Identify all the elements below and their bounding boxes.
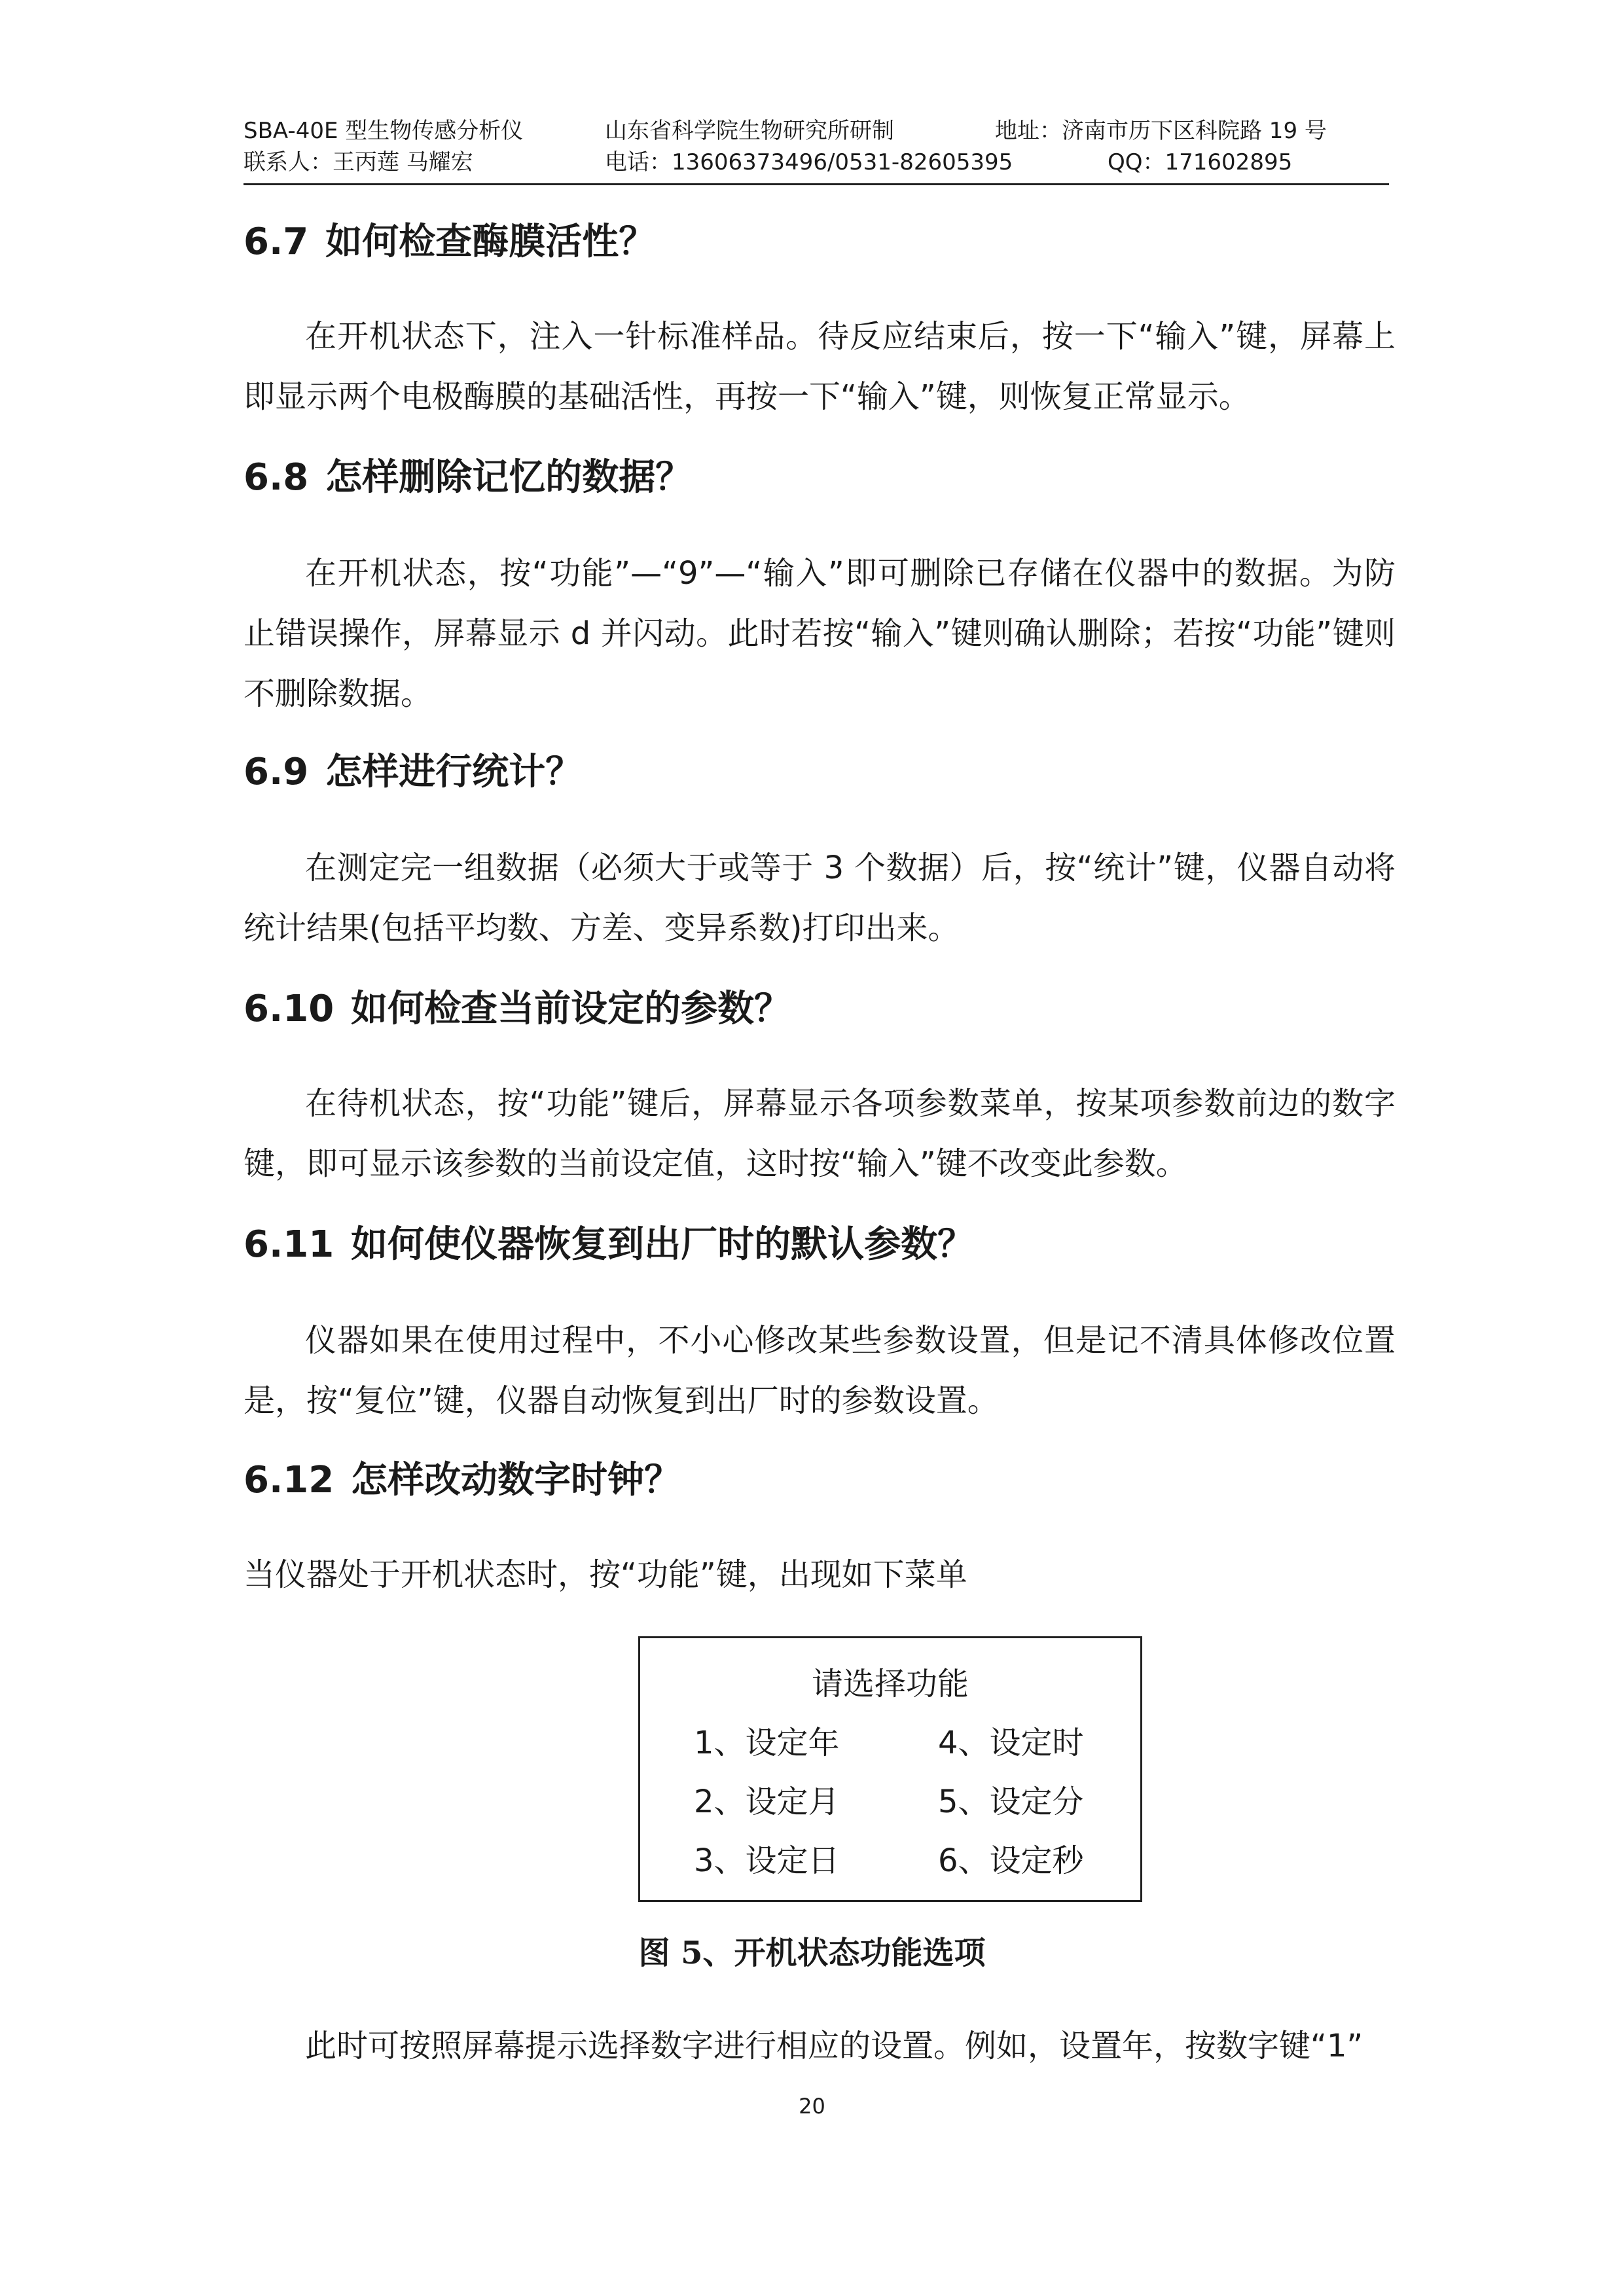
section-paragraph: 在开机状态下，注入一针标准样品。待反应结束后，按一下“输入”键，屏幕上即显示两个电极酶膜的基础活性，再按一下“输入”键，则恢复正常显示。 <box>244 318 1396 415</box>
header-institute: 山东省科学院生物研究所研制 <box>605 118 894 144</box>
section-paragraph: 仪器如果在使用过程中，不小心修改某些参数设置，但是记不清具体修改位置是，按“复位”键，仪器自动恢复到出厂时的参数设置。 <box>244 1322 1396 1419</box>
menu-item-set-year: 1、设定年 <box>694 1725 840 1761</box>
page-number: 20 <box>799 2094 825 2119</box>
section-title: 怎样改动数字时钟？ <box>351 1459 681 1501</box>
section-paragraph: 当仪器处于开机状态时，按“功能”键，出现如下菜单 <box>244 1556 967 1593</box>
menu-item-set-day: 3、设定日 <box>694 1842 840 1879</box>
section-paragraph: 在开机状态，按“功能”—“9”—“输入”即可删除已存储在仪器中的数据。为防止错误操作，屏幕显示 d 并闪动。此时若按“输入”键则确认删除；若按“功能”键则不删除数据。 <box>244 555 1396 712</box>
header-qq: QQ：171602895 <box>1108 149 1293 175</box>
section-title: 怎样进行统计？ <box>325 751 583 793</box>
section-number: 6.7 <box>244 221 309 263</box>
section-number: 6.9 <box>244 751 309 793</box>
header-contacts: 联系人：王丙莲 马耀宏 <box>244 149 473 175</box>
section-heading-6-9 <box>244 746 582 798</box>
section-title: 怎样删除记忆的数据？ <box>325 456 693 499</box>
menu-title: 请选择功能 <box>811 1666 969 1702</box>
section-paragraph: 在待机状态，按“功能”键后，屏幕显示各项参数菜单，按某项参数前边的数字键，即可显示该参数的当前设定值，这时按“输入”键不改变此参数。 <box>244 1085 1396 1182</box>
section-heading-6-11 <box>244 1219 974 1271</box>
section-paragraph: 在测定完一组数据（必须大于或等于 3 个数据）后，按“统计”键，仪器自动将统计结果(包括平均数、方差、变异系数)打印出来。 <box>244 850 1396 946</box>
menu-item-set-hour: 4、设定时 <box>938 1725 1084 1761</box>
section-heading-6-12 <box>244 1454 681 1507</box>
menu-item-set-month: 2、设定月 <box>694 1784 840 1820</box>
header-product: SBA-40E 型生物传感分析仪 <box>244 118 524 144</box>
section-heading-6-10 <box>244 983 791 1035</box>
section-title: 如何使仪器恢复到出厂时的默认参数？ <box>351 1223 975 1266</box>
menu-item-set-minute: 5、设定分 <box>938 1784 1084 1820</box>
section-title: 如何检查当前设定的参数？ <box>351 988 791 1030</box>
header-phone: 电话：13606373496/0531-82605395 <box>605 149 1013 175</box>
section-number: 6.11 <box>244 1223 334 1266</box>
section-heading-6-8 <box>244 452 692 504</box>
section-title: 如何检查酶膜活性？ <box>325 221 656 263</box>
section-number: 6.12 <box>244 1459 334 1501</box>
header-address: 地址：济南市历下区科院路 19 号 <box>995 118 1327 144</box>
header-divider <box>244 183 1389 185</box>
section-number: 6.10 <box>244 988 334 1030</box>
figure-caption: 图 5、开机状态功能选项 <box>638 1935 986 1971</box>
closing-paragraph: 此时可按照屏幕提示选择数字进行相应的设置。例如，设置年，按数字键“1” <box>305 2028 1363 2064</box>
function-menu-figure <box>638 1636 1142 1902</box>
menu-item-set-second: 6、设定秒 <box>938 1842 1084 1879</box>
section-heading-6-7 <box>244 216 655 268</box>
section-number: 6.8 <box>244 456 309 499</box>
